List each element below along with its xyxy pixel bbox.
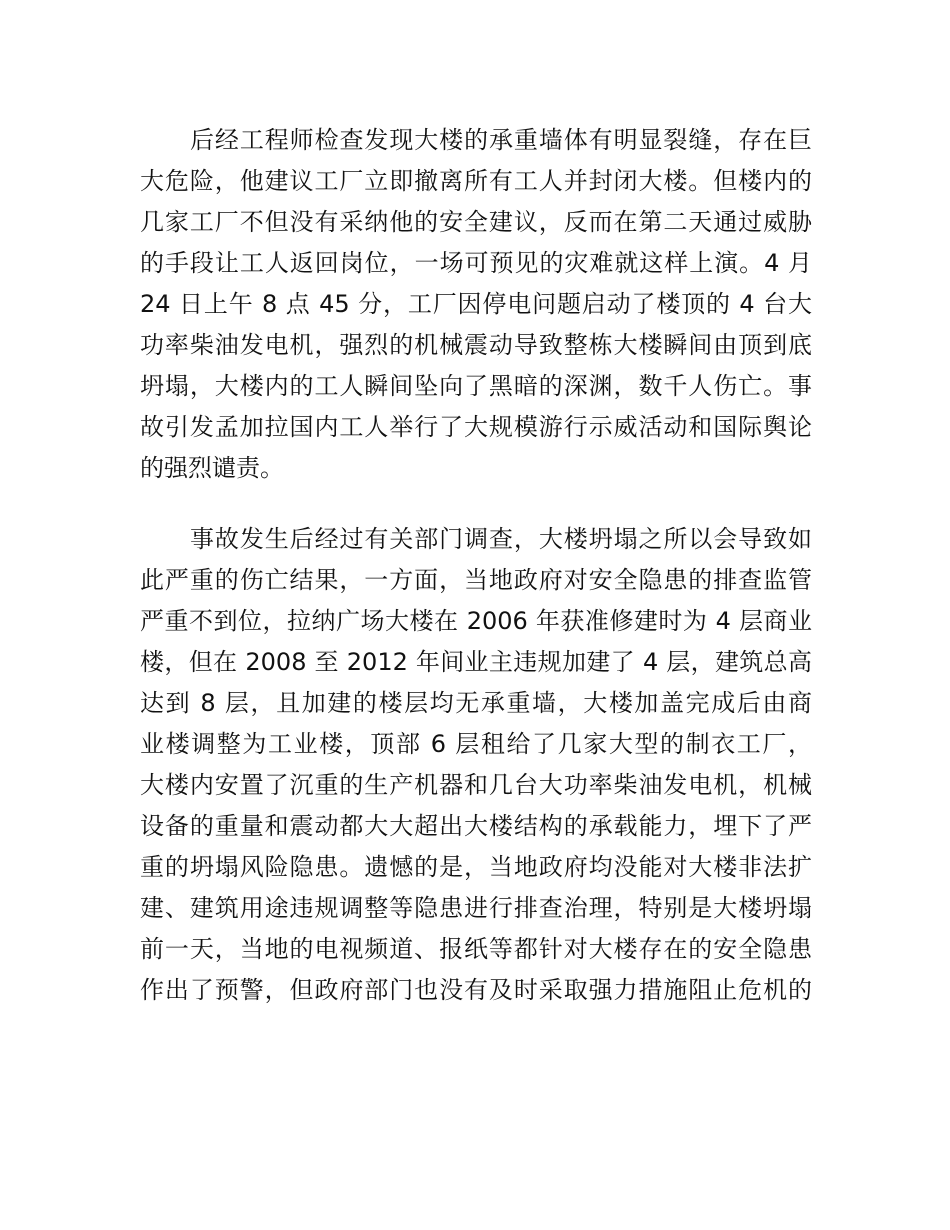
text-line: 楼，但在 2008 至 2012 年间业主违规加建了 4 层，建筑总高 — [140, 648, 812, 676]
text-line: 重的坍塌风险隐患。遗憾的是，当地政府均没能对大楼非法扩 — [140, 853, 812, 881]
text-line: 后经工程师检查发现大楼的承重墙体有明显裂缝，存在巨 — [190, 126, 812, 154]
text-line: 设备的重量和震动都大大超出大楼结构的承载能力，埋下了严 — [140, 812, 812, 840]
text-line: 作出了预警，但政府部门也没有及时采取强力措施阻止危机的 — [140, 976, 812, 1004]
text-line: 大楼内安置了沉重的生产机器和几台大功率柴油发电机，机械 — [140, 771, 812, 799]
text-line: 前一天，当地的电视频道、报纸等都针对大楼存在的安全隐患 — [140, 935, 812, 963]
text-line: 大危险，他建议工厂立即撤离所有工人并封闭大楼。但楼内的 — [140, 167, 812, 195]
text-line: 的手段让工人返回岗位，一场可预见的灾难就这样上演。4 月 — [140, 249, 812, 277]
text-line: 事故发生后经过有关部门调查，大楼坍塌之所以会导致如 — [190, 525, 812, 553]
text-line: 建、建筑用途违规调整等隐患进行排查治理，特别是大楼坍塌 — [140, 894, 812, 922]
text-line: 达到 8 层，且加建的楼层均无承重墙，大楼加盖完成后由商 — [140, 689, 812, 717]
text-line: 故引发孟加拉国内工人举行了大规模游行示威活动和国际舆论 — [140, 413, 812, 441]
text-line: 坍塌，大楼内的工人瞬间坠向了黑暗的深渊，数千人伤亡。事 — [140, 372, 812, 400]
text-line: 几家工厂不但没有采纳他的安全建议，反而在第二天通过威胁 — [140, 208, 812, 236]
text-line: 的强烈谴责。 — [140, 454, 284, 482]
text-line: 严重不到位，拉纳广场大楼在 2006 年获准修建时为 4 层商业 — [140, 607, 812, 635]
text-line: 24 日上午 8 点 45 分，工厂因停电问题启动了楼顶的 4 台大 — [140, 290, 812, 318]
text-line: 业楼调整为工业楼，顶部 6 层租给了几家大型的制衣工厂， — [140, 730, 812, 758]
text-line: 此严重的伤亡结果，一方面，当地政府对安全隐患的排查监管 — [140, 566, 812, 594]
text-line: 功率柴油发电机，强烈的机械震动导致整栋大楼瞬间由顶到底 — [140, 331, 812, 359]
